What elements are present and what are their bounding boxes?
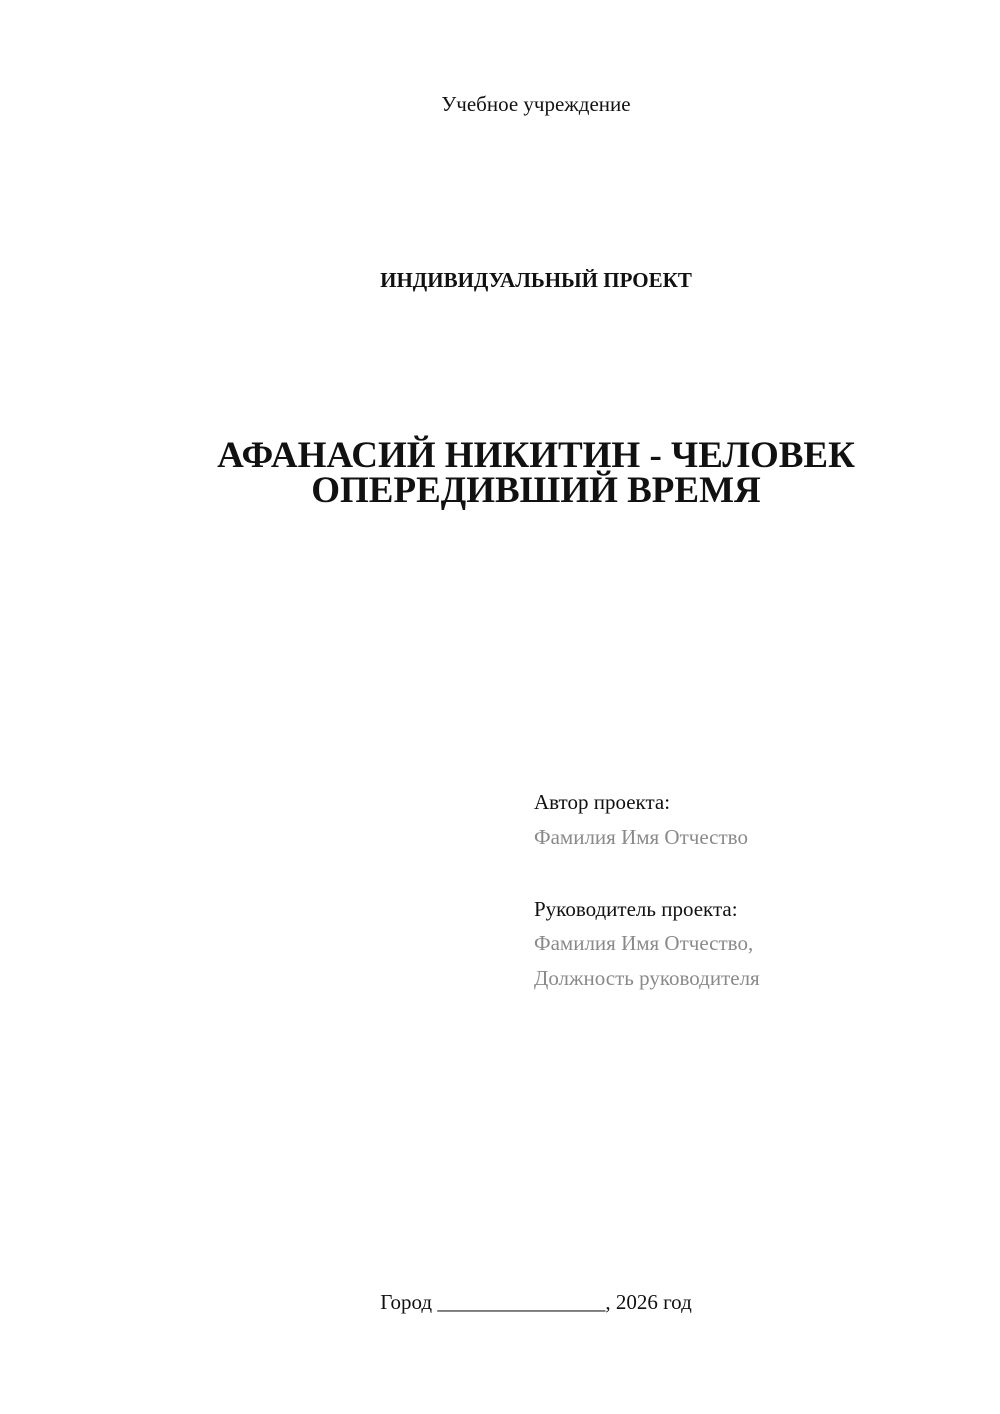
supervisor-label xyxy=(534,897,738,922)
author-name xyxy=(534,825,748,850)
supervisor-name-placeholder: Фамилия Имя Отчество, xyxy=(534,931,754,955)
author-name-placeholder: Фамилия Имя Отчество xyxy=(534,825,748,849)
author-label xyxy=(534,790,670,815)
footer-city-year: Город ________________, 2026 год xyxy=(380,1290,692,1314)
project-title-line-1: АФАНАСИЙ НИКИТИН - ЧЕЛОВЕК xyxy=(217,435,855,476)
author-label-text: Автор проекта: xyxy=(534,790,671,814)
project-title xyxy=(0,435,1000,511)
institution-name: Учебное учреждение xyxy=(441,92,631,116)
supervisor-position-placeholder: Должность руководителя xyxy=(534,966,760,990)
supervisor-name xyxy=(534,931,753,956)
project-type-heading: ИНДИВИДУАЛЬНЫЙ ПРОЕКТ xyxy=(380,268,692,292)
supervisor-label-text: Руководитель проекта: xyxy=(534,897,738,921)
supervisor-position xyxy=(534,966,760,991)
project-title-line-2: ОПЕРЕДИВШИЙ ВРЕМЯ xyxy=(311,470,761,511)
